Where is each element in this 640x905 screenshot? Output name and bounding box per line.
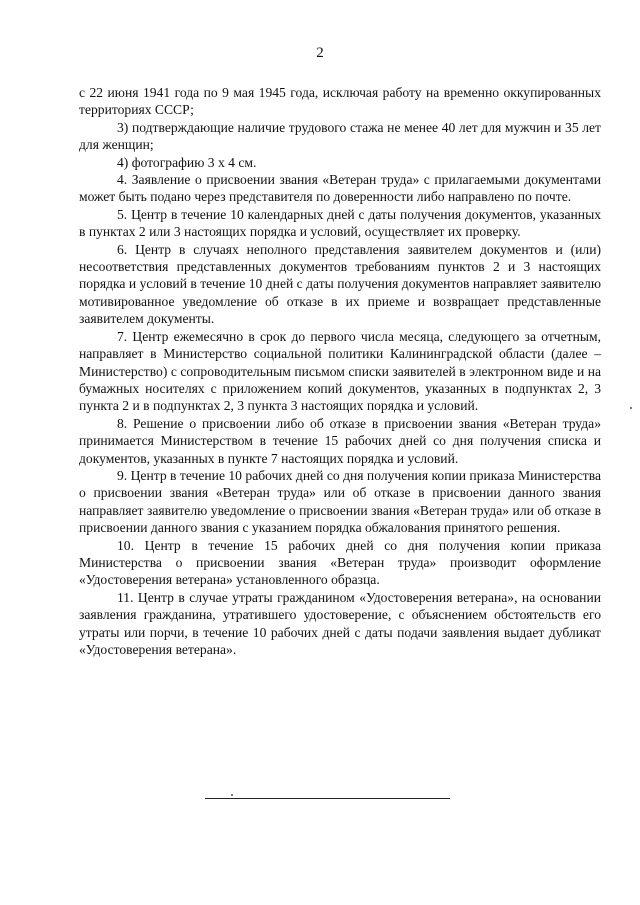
paragraph-clause-11: 11. Центр в случае утраты гражданином «Удостоверения ветерана», на основании заявления гражданина, утратившего удостоверение, с объяснением обстоятельств его утраты или порчи, в течение 10 рабочих дней с даты подачи заявления выдает дубликат «Удостоверения ветерана».	[79, 589, 601, 657]
paragraph-clause-6: 6. Центр в случаях неполного представления заявителем документов и (или) несоответствия представленных документов требованиям пунктов 2 и 3 настоящих порядка и условий в течение 10 дней с даты получения документов направляет заявителю мотивированное уведомление об отказе в их приеме и возвращает представленные заявителем документы.	[79, 241, 601, 327]
paragraph-clause-5: 5. Центр в течение 10 календарных дней с даты получения документов, указанных в пунктах 2 или 3 настоящих порядка и условий, осуществляет их проверку.	[79, 206, 601, 240]
paragraph-clause-10: 10. Центр в течение 15 рабочих дней со дня получения копии приказа Министерства о присвоении звания «Ветеран труда» производит оформление «Удостоверения ветерана» установленного образца.	[79, 537, 601, 588]
closing-rule	[205, 798, 450, 799]
paragraph-continuation: с 22 июня 1941 года по 9 мая 1945 года, исключая работу на временно оккупированных территориях СССР;	[79, 85, 601, 118]
document-body	[79, 84, 601, 658]
page-number: 2	[316, 45, 324, 61]
paragraph-item-4-photo: 4) фотографию 3 х 4 см.	[117, 154, 257, 170]
paragraph-item-3: 3) подтверждающие наличие трудового стажа не менее 40 лет для мужчин и 35 лет для женщин;	[79, 119, 601, 153]
scan-speck	[231, 794, 233, 796]
scan-speck	[630, 407, 632, 409]
paragraph-clause-8: 8. Решение о присвоении либо об отказе в присвоении звания «Ветеран труда» принимается Министерством в течение 15 рабочих дней со дня получения списка и документов, указанных в пункте 7 настоящих порядка и условий.	[79, 415, 601, 466]
paragraph-clause-7: 7. Центр ежемесячно в срок до первого числа месяца, следующего за отчетным, направляет в Министерство социальной политики Калининградской области (далее – Министерство) с сопроводительным письмом списки заявителей в электронном виде и на бумажных носителях с приложением копий документов, указанных в подпунктах 2, 3 пункта 2 и в подпунктах 2, 3 пункта 3 настоящих порядка и условий.	[79, 328, 601, 414]
paragraph-clause-9: 9. Центр в течение 10 рабочих дней со дня получения копии приказа Министерства о присвоении звания «Ветеран труда» или об отказе в присвоении данного звания направляет заявителю уведомление о присвоении звания «Ветеран труда» или об отказе в присвоении данного звания с указанием порядка обжалования принятого решения.	[79, 467, 601, 536]
paragraph-clause-4: 4. Заявление о присвоении звания «Ветеран труда» с прилагаемыми документами может быть подано через представителя по доверенности либо направлено по почте.	[79, 172, 601, 205]
